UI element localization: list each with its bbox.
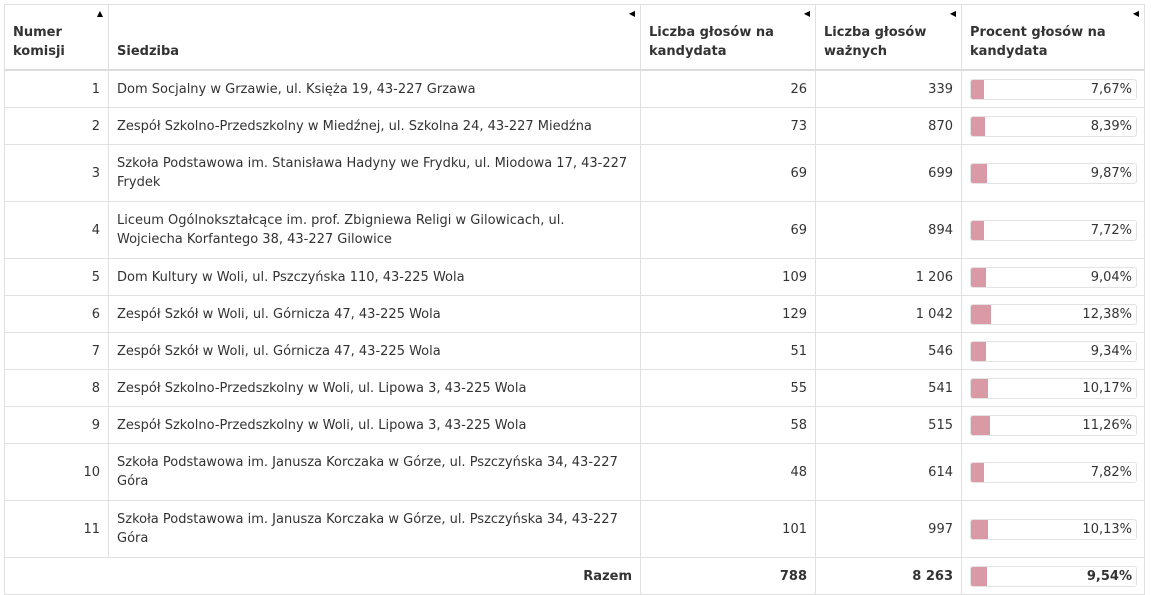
percent-bar xyxy=(970,566,1137,587)
table-row xyxy=(5,108,1145,145)
percent-bar xyxy=(970,378,1137,399)
percent-bar-fill xyxy=(971,117,985,136)
candidate-votes: 101 xyxy=(641,501,816,558)
total-percent-cell xyxy=(962,558,1145,595)
percent-bar xyxy=(970,163,1137,184)
percent-bar xyxy=(970,116,1137,137)
table-row xyxy=(5,333,1145,370)
percent-value: 7,82% xyxy=(1090,464,1132,480)
commission-number: 7 xyxy=(5,333,109,370)
percent-bar-fill xyxy=(971,567,987,586)
percent-value: 9,87% xyxy=(1090,165,1132,181)
percent-cell xyxy=(962,501,1145,558)
commission-number: 3 xyxy=(5,145,109,202)
results-table-container xyxy=(4,4,1145,595)
sort-left-icon[interactable]: ◀ xyxy=(628,9,635,18)
table-row xyxy=(5,259,1145,296)
percent-value: 12,38% xyxy=(1082,306,1132,322)
percent-bar xyxy=(970,267,1137,288)
percent-bar-fill xyxy=(971,416,990,435)
commission-number: 9 xyxy=(5,407,109,444)
table-row xyxy=(5,501,1145,558)
commission-address: Zespół Szkół w Woli, ul. Górnicza 47, 43-225 Wola xyxy=(109,333,641,370)
commission-address: Zespół Szkół w Woli, ul. Górnicza 47, 43-225 Wola xyxy=(109,296,641,333)
candidate-votes: 69 xyxy=(641,145,816,202)
valid-votes: 1 206 xyxy=(816,259,962,296)
percent-value: 8,39% xyxy=(1090,118,1132,134)
percent-bar-fill xyxy=(971,221,984,240)
percent-bar xyxy=(970,415,1137,436)
percent-bar xyxy=(970,519,1137,540)
commission-address: Zespół Szkolno-Przedszkolny w Woli, ul. Lipowa 3, 43-225 Wola xyxy=(109,370,641,407)
commission-number: 4 xyxy=(5,202,109,259)
header-valid-votes[interactable] xyxy=(816,5,962,71)
candidate-votes: 73 xyxy=(641,108,816,145)
percent-bar xyxy=(970,462,1137,483)
commission-number: 8 xyxy=(5,370,109,407)
sort-left-icon[interactable]: ◀ xyxy=(803,9,810,18)
header-candidate-votes[interactable] xyxy=(641,5,816,71)
valid-votes: 894 xyxy=(816,202,962,259)
header-label: Procent głosów na kandydata xyxy=(970,25,1106,59)
percent-value: 10,17% xyxy=(1082,380,1132,396)
commission-address: Dom Kultury w Woli, ul. Pszczyńska 110, 43-225 Wola xyxy=(109,259,641,296)
valid-votes: 699 xyxy=(816,145,962,202)
commission-number: 6 xyxy=(5,296,109,333)
candidate-votes: 26 xyxy=(641,70,816,108)
total-valid: 8 263 xyxy=(816,558,962,595)
commission-address: Liceum Ogólnokształcące im. prof. Zbigniewa Religi w Gilowicach, ul. Wojciecha Korfantego 38, 43-227 Gilowice xyxy=(109,202,641,259)
candidate-votes: 129 xyxy=(641,296,816,333)
header-percent[interactable] xyxy=(962,5,1145,71)
percent-bar xyxy=(970,220,1137,241)
percent-cell xyxy=(962,407,1145,444)
header-label: Siedziba xyxy=(117,44,180,59)
percent-cell xyxy=(962,145,1145,202)
table-row xyxy=(5,370,1145,407)
valid-votes: 546 xyxy=(816,333,962,370)
candidate-votes: 58 xyxy=(641,407,816,444)
percent-bar xyxy=(970,341,1137,362)
total-label: Razem xyxy=(5,558,641,595)
percent-cell xyxy=(962,370,1145,407)
percent-cell xyxy=(962,108,1145,145)
table-row xyxy=(5,70,1145,108)
percent-cell xyxy=(962,70,1145,108)
commission-address: Szkoła Podstawowa im. Janusza Korczaka w Górze, ul. Pszczyńska 34, 43-227 Góra xyxy=(109,444,641,501)
percent-bar-fill xyxy=(971,268,986,287)
commission-address: Dom Socjalny w Grzawie, ul. Księża 19, 43-227 Grzawa xyxy=(109,70,641,108)
percent-value: 9,34% xyxy=(1090,343,1132,359)
total-row xyxy=(5,558,1145,595)
percent-bar xyxy=(970,304,1137,325)
results-table xyxy=(4,4,1145,595)
commission-address: Szkoła Podstawowa im. Stanisława Hadyny we Frydku, ul. Miodowa 17, 43-227 Frydek xyxy=(109,145,641,202)
commission-address: Szkoła Podstawowa im. Janusza Korczaka w Górze, ul. Pszczyńska 34, 43-227 Góra xyxy=(109,501,641,558)
sort-left-icon[interactable]: ◀ xyxy=(949,9,956,18)
table-header-row xyxy=(5,5,1145,71)
header-label: Numer komisji xyxy=(13,25,65,59)
valid-votes: 339 xyxy=(816,70,962,108)
percent-value: 7,67% xyxy=(1090,81,1132,97)
percent-value: 7,72% xyxy=(1090,222,1132,238)
percent-cell xyxy=(962,202,1145,259)
percent-bar-fill xyxy=(971,379,988,398)
table-row xyxy=(5,202,1145,259)
commission-number: 11 xyxy=(5,501,109,558)
commission-number: 2 xyxy=(5,108,109,145)
total-votes: 788 xyxy=(641,558,816,595)
table-row xyxy=(5,296,1145,333)
commission-number: 5 xyxy=(5,259,109,296)
candidate-votes: 51 xyxy=(641,333,816,370)
table-row xyxy=(5,407,1145,444)
valid-votes: 997 xyxy=(816,501,962,558)
candidate-votes: 48 xyxy=(641,444,816,501)
header-label: Liczba głosów ważnych xyxy=(824,25,927,59)
candidate-votes: 55 xyxy=(641,370,816,407)
percent-value: 11,26% xyxy=(1082,417,1132,433)
valid-votes: 614 xyxy=(816,444,962,501)
percent-value: 9,54% xyxy=(1086,568,1132,584)
candidate-votes: 109 xyxy=(641,259,816,296)
commission-number: 10 xyxy=(5,444,109,501)
table-row xyxy=(5,145,1145,202)
percent-value: 9,04% xyxy=(1090,269,1132,285)
valid-votes: 515 xyxy=(816,407,962,444)
sort-left-icon[interactable]: ◀ xyxy=(1132,9,1139,18)
header-address[interactable] xyxy=(109,5,641,71)
commission-number: 1 xyxy=(5,70,109,108)
percent-bar-fill xyxy=(971,80,984,99)
percent-cell xyxy=(962,333,1145,370)
percent-bar-fill xyxy=(971,520,988,539)
percent-bar-fill xyxy=(971,305,991,324)
header-commission-number[interactable] xyxy=(5,5,109,71)
valid-votes: 1 042 xyxy=(816,296,962,333)
header-label: Liczba głosów na kandydata xyxy=(649,25,774,59)
valid-votes: 541 xyxy=(816,370,962,407)
table-row xyxy=(5,444,1145,501)
valid-votes: 870 xyxy=(816,108,962,145)
sort-asc-icon[interactable]: ▲ xyxy=(96,9,103,18)
percent-cell xyxy=(962,259,1145,296)
commission-address: Zespół Szkolno-Przedszkolny w Miedźnej, ul. Szkolna 24, 43-227 Miedźna xyxy=(109,108,641,145)
candidate-votes: 69 xyxy=(641,202,816,259)
percent-value: 10,13% xyxy=(1082,521,1132,537)
percent-bar-fill xyxy=(971,342,986,361)
table-body xyxy=(5,70,1145,558)
percent-bar-fill xyxy=(971,164,987,183)
percent-bar-fill xyxy=(971,463,984,482)
percent-cell xyxy=(962,444,1145,501)
commission-address: Zespół Szkolno-Przedszkolny w Woli, ul. Lipowa 3, 43-225 Wola xyxy=(109,407,641,444)
percent-bar xyxy=(970,79,1137,100)
percent-cell xyxy=(962,296,1145,333)
